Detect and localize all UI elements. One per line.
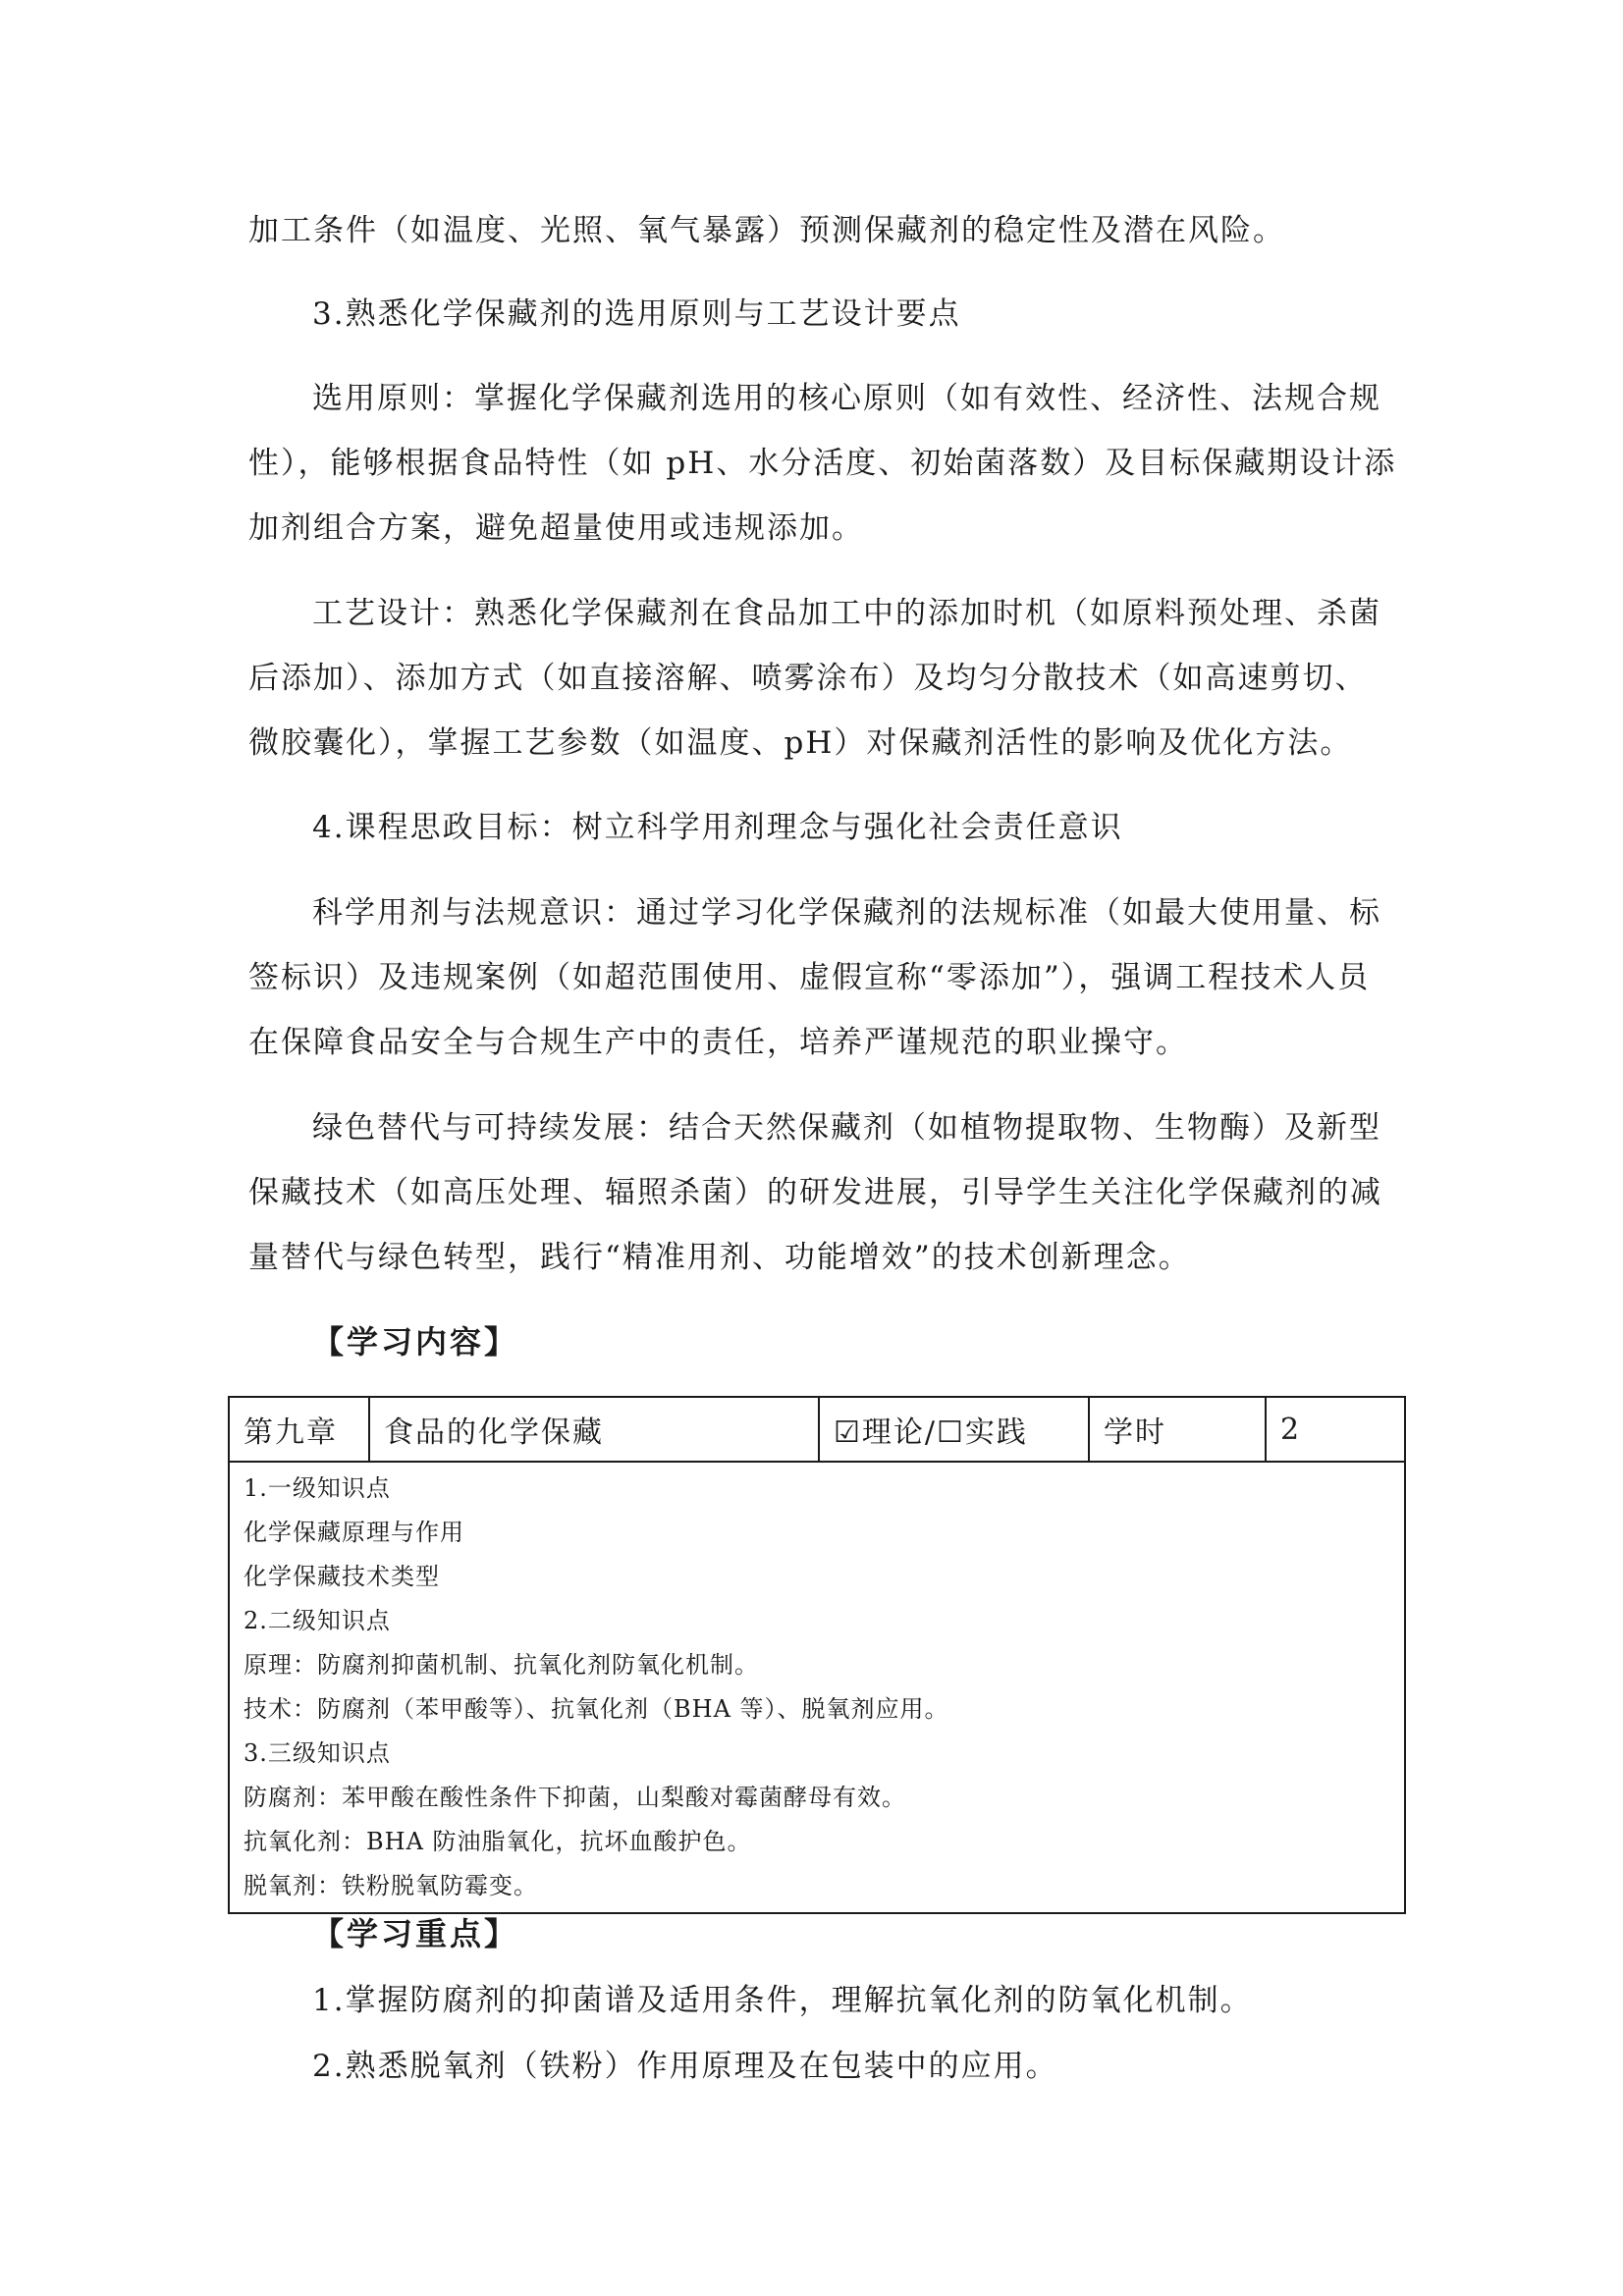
- knowledge-points-cell: [229, 1462, 1405, 1913]
- paragraph-line: 工艺设计：熟悉化学保藏剂在食品加工中的添加时机（如原料预处理、杀菌: [312, 596, 1381, 631]
- paragraph-line: 微胶囊化），掌握工艺参数（如温度、pH）对保藏剂活性的影响及优化方法。: [248, 725, 1353, 761]
- knowledge-level-2-heading: 2.二级知识点: [243, 1607, 391, 1634]
- section-heading-key-points: 【学习重点】: [312, 1915, 519, 1952]
- paragraph-line: 量替代与绿色转型，践行“精准用剂、功能增效”的技术创新理念。: [248, 1240, 1191, 1275]
- hours-value-cell: 2: [1266, 1397, 1405, 1462]
- paragraph-line: 在保障食品安全与合规生产中的责任，培养严谨规范的职业操守。: [248, 1025, 1188, 1060]
- paragraph-line: 加工条件（如温度、光照、氧气暴露）预测保藏剂的稳定性及潜在风险。: [248, 213, 1285, 248]
- key-point-item: 1.掌握防腐剂的抑菌谱及适用条件，理解抗氧化剂的防氧化机制。: [312, 1983, 1253, 2018]
- knowledge-item: 抗氧化剂：BHA 防油脂氧化，抗坏血酸护色。: [243, 1828, 752, 1855]
- key-point-item: 2.熟悉脱氧剂（铁粉）作用原理及在包装中的应用。: [312, 2049, 1058, 2084]
- knowledge-item: 化学保藏原理与作用: [243, 1519, 464, 1546]
- knowledge-item: 技术：防腐剂（苯甲酸等）、抗氧化剂（BHA 等）、脱氧剂应用。: [243, 1695, 949, 1723]
- subheading-3: 3.熟悉化学保藏剂的选用原则与工艺设计要点: [312, 296, 961, 332]
- hours-label-cell: 学时: [1089, 1397, 1266, 1462]
- knowledge-item: 防腐剂：苯甲酸在酸性条件下抑菌，山梨酸对霉菌酵母有效。: [243, 1784, 906, 1811]
- knowledge-item: 原理：防腐剂抑菌机制、抗氧化剂防氧化机制。: [243, 1651, 759, 1679]
- paragraph-line: 后添加）、添加方式（如直接溶解、喷雾涂布）及均匀分散技术（如高速剪切、: [248, 661, 1368, 696]
- paragraph-line: 选用原则：掌握化学保藏剂选用的核心原则（如有效性、经济性、法规合规: [312, 381, 1381, 416]
- paragraph-line: 签标识）及违规案例（如超范围使用、虚假宣称“零添加”），强调工程技术人员: [248, 960, 1371, 995]
- paragraph-line: 保藏技术（如高压处理、辐照杀菌）的研发进展，引导学生关注化学保藏剂的减: [248, 1175, 1382, 1210]
- subheading-4: 4.课程思政目标：树立科学用剂理念与强化社会责任意识: [312, 810, 1123, 845]
- chapter-cell: 第九章: [229, 1397, 369, 1462]
- paragraph-line: 绿色替代与可持续发展：结合天然保藏剂（如植物提取物、生物酶）及新型: [312, 1110, 1381, 1146]
- section-heading-learning-content: 【学习内容】: [312, 1323, 519, 1361]
- chapter-title-cell: 食品的化学保藏: [369, 1397, 819, 1462]
- table-body-row: [229, 1462, 1405, 1913]
- paragraph-line: 科学用剂与法规意识：通过学习化学保藏剂的法规标准（如最大使用量、标: [312, 895, 1381, 931]
- knowledge-level-3-heading: 3.三级知识点: [243, 1739, 391, 1767]
- course-type-cell: ☑理论/☐实践: [819, 1397, 1089, 1462]
- knowledge-level-1-heading: 1.一级知识点: [243, 1474, 391, 1502]
- course-chapter-table: [228, 1396, 1406, 1914]
- knowledge-item: 化学保藏技术类型: [243, 1563, 440, 1590]
- paragraph-line: 加剂组合方案，避免超量使用或违规添加。: [248, 510, 864, 546]
- knowledge-item: 脱氧剂：铁粉脱氧防霉变。: [243, 1872, 538, 1899]
- paragraph-line: 性），能够根据食品特性（如 pH、水分活度、初始菌落数）及目标保藏期设计添: [248, 446, 1397, 481]
- table-header-row: [229, 1397, 1405, 1462]
